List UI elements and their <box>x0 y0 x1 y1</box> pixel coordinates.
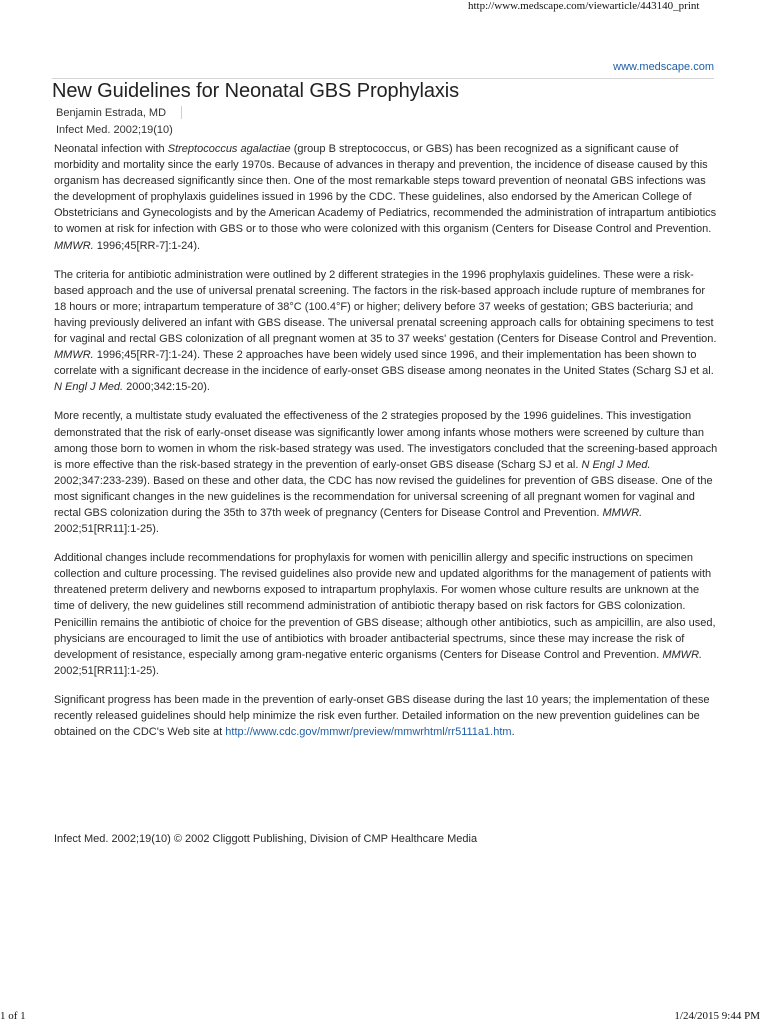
article-paragraph <box>54 267 718 396</box>
italic-text: MMWR. <box>54 349 94 362</box>
paragraph-text: 1996;45[RR-7]:1-24). These 2 approaches have been widely used since 1996, and their implementation has been shown to correlate with a significant decrease in the incidence of early-onset GBS disease among neonates in the United States (Scharg SJ et al. <box>54 349 714 378</box>
cdc-link[interactable]: http://www.cdc.gov/mmwr/preview/mmwrhtml/rr5111a1.htm <box>225 726 512 739</box>
paragraph-text: The criteria for antibiotic administration were outlined by 2 different strategies in the 1996 prophylaxis guidelines. These were a risk-based approach and the use of universal prenatal screening. The factors in the risk-based approach include rupture of membranes for 18 hours or more; intrapartum temperature of 38°C (100.4°F) or higher; delivery before 37 weeks of gestation; GBS bacteriuria; and having previously delivered an infant with GBS disease. The universal prenatal screening approach calls for obtaining specimens to test for vaginal and rectal GBS colonization of all pregnant women at 35 to 37 weeks' gestation (Centers for Disease Control and Prevention. <box>54 268 717 346</box>
paragraph-text: . <box>511 726 515 739</box>
italic-text: Streptococcus agalactiae <box>167 143 291 155</box>
header-divider <box>52 78 714 79</box>
italic-text: N Engl J Med. <box>581 458 651 471</box>
article-paragraph <box>54 408 718 537</box>
article-paragraph <box>54 550 718 679</box>
article-journal: Infect Med. 2002;19(10) <box>56 124 173 136</box>
print-header-url: http://www.medscape.com/viewarticle/443140_print <box>468 0 700 12</box>
paragraph-text: Neonatal infection with <box>54 143 168 155</box>
paragraph-text: 2002;51[RR11]:1-25). <box>54 664 159 677</box>
site-link[interactable]: www.medscape.com <box>613 61 714 73</box>
paragraph-text: 2002;347:233-239). Based on these and other data, the CDC has now revised the guidelines for prevention of GBS disease. One of the most significant changes in the new guidelines is the recommendation for universal screening of all pregnant women for vaginal and rectal GBS colonization during the 35th to 37th week of pregnancy (Centers for Disease Control and Prevention. <box>54 474 713 519</box>
italic-text: MMWR. <box>54 239 94 252</box>
paragraph-text: (group B streptococcus, or GBS) has been recognized as a significant cause of morbidity and mortality since the early 1970s. Because of advances in therapy and prevention, the incidence of disease caused by this organism has decreased significantly since then. One of the most remarkable steps toward prevention of neonatal GBS infections was the development of prophylaxis guidelines issued in 1996 by the CDC. These guidelines, also endorsed by the American College of Obstetricians and Gynecologists and by the American Academy of Pediatrics, recommended the administration of intrapartum antibiotics to women at risk for infection with GBS or to those who were colonized with this organism (Centers for Disease Control and Prevention. <box>54 143 717 236</box>
article-paragraph <box>54 692 718 740</box>
paragraph-text: Additional changes include recommendations for prophylaxis for women with penicillin allergy and specific instructions on specimen collection and culture processing. The revised guidelines also provide new and updated algorithms for the management of patients with threatened preterm delivery and newborns exposed to intrapartum prophylaxis. For women whose culture results are unknown at the time of delivery, the new guidelines still recommend administration of antibiotic therapy based on risk factors for GBS colonization. Penicillin remains the antibiotic of choice for the prevention of GBS disease; although other antibiotics, such as ampicillin, are also used, physicians are encouraged to limit the use of antibiotics with broader antibacterial spectrums, since these may increase the risk of development of resistance, especially among gram-negative enteric organisms (Centers for Disease Control and Prevention. <box>54 552 716 661</box>
page-count: 1 of 1 <box>0 1010 26 1022</box>
article-paragraph <box>54 141 718 254</box>
copyright-line: Infect Med. 2002;19(10) © 2002 Cliggott Publishing, Division of CMP Healthcare Media <box>54 833 478 845</box>
italic-text: MMWR. <box>662 648 703 661</box>
print-date: 1/24/2015 9:44 PM <box>674 1010 760 1022</box>
author-divider <box>181 106 182 119</box>
paragraph-text: 2002;51[RR11]:1-25). <box>54 523 159 536</box>
paragraph-text: 2000;342:15-20). <box>123 381 210 394</box>
italic-text: MMWR. <box>602 506 643 519</box>
article-author: Benjamin Estrada, MD <box>56 107 167 119</box>
paragraph-text: More recently, a multistate study evaluated the effectiveness of the 2 strategies proposed by the 1996 guidelines. This investigation demonstrated that the risk of early-onset disease was significantly lower among infants whose mothers were screened by culture than among those born to women in whom the risk-based strategy was used. The investigators concluded that the screening-based approach is more effective than the risk-based strategy in the prevention of early-onset GBS disease (Scharg SJ et al. <box>54 410 718 471</box>
article-title: New Guidelines for Neonatal GBS Prophylaxis <box>52 80 460 102</box>
paragraph-text: Significant progress has been made in the prevention of early-onset GBS disease during the last 10 years; the implementation of these recently released guidelines should help minimize the risk even further. Detailed information on the new prevention guidelines can be obtained on the CDC's Web site at <box>54 693 710 739</box>
paragraph-text: 1996;45[RR-7]:1-24). <box>93 239 201 252</box>
italic-text: N Engl J Med. <box>54 381 124 394</box>
article-body <box>54 141 718 753</box>
